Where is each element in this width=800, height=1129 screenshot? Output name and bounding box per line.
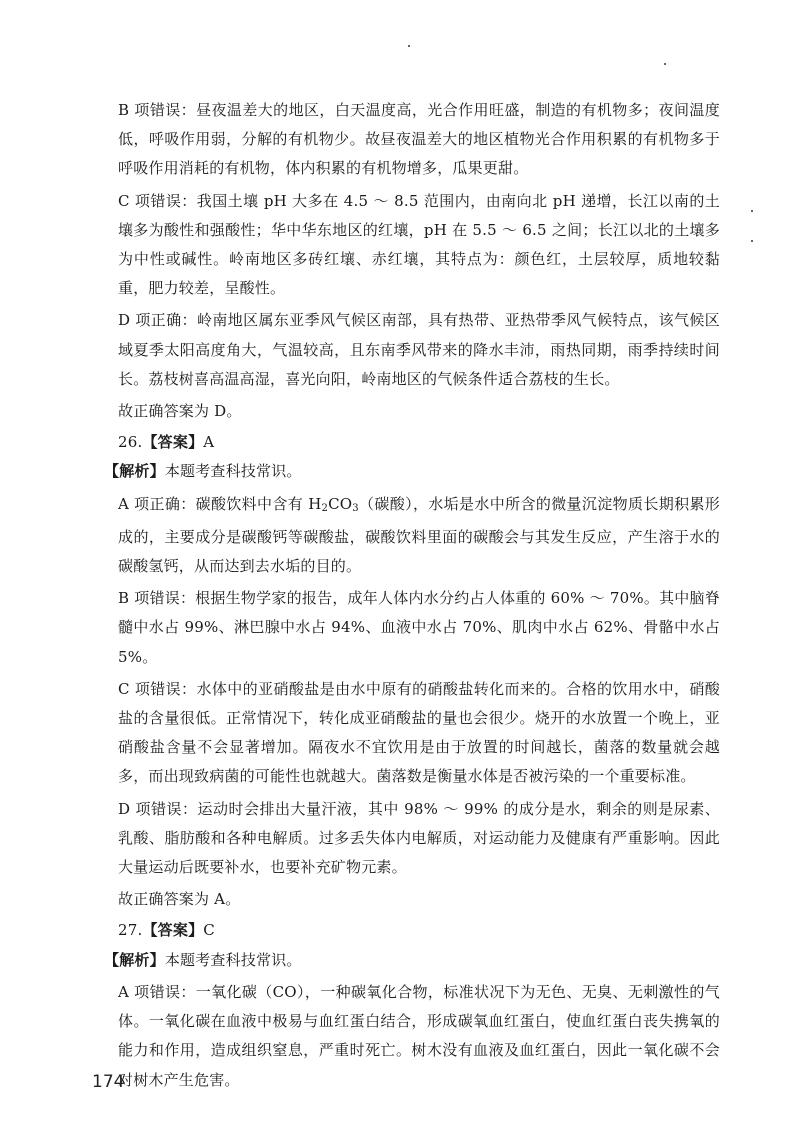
scan-speck [751,210,753,212]
question-27-answer [118,916,720,945]
paragraph-answer-d: 故正确答案为 D。 [118,402,242,421]
question-number: 26. [118,433,143,452]
scan-speck [751,240,753,242]
paragraph-a-incorrect-co: A 项错误：一氧化碳（CO），一种碳氧化合物，标准状况下为无色、无臭、无刺激性的气体。一氧化碳在血液中极易与血红蛋白结合，形成碳氧血红蛋白，使血红蛋白丧失携氧的能力和作用，造成组织窒息，严重时死亡。树木没有血液及血红蛋白，因此一氧化碳不会对树木产生危害。 [118,982,720,1089]
paragraph-answer-a: 故正确答案为 A。 [118,890,241,909]
text-segment: CO [328,494,353,513]
paragraph-a-correct-carbonic [118,490,720,582]
scan-speck [664,63,666,65]
text-segment: A 项正确：碳酸饮料中含有 H [118,494,322,513]
analysis-tag: 【解析】 [104,950,165,969]
paragraph-b-incorrect-water: B 项错误：根据生物学家的报告，成年人体内水分约占人体重的 60% ～ 70%。其中脑脊髓中水占 99%、淋巴腺中水占 94%、血液中水占 70%、肌肉中水占 62%、骨骼中水占 5%。 [118,589,720,666]
paragraph-b-incorrect-temperature: B 项错误：昼夜温差大的地区，白天温度高，光合作用旺盛，制造的有机物多；夜间温度低，呼吸作用弱，分解的有机物少。故昼夜温差大的地区植物光合作用积累的有机物多于呼吸作用消耗的有机物，体内积累的有机物增多，瓜果更甜。 [118,101,720,178]
analysis-text: 本题考查科技常识。 [164,950,302,969]
question-27-analysis [104,946,720,975]
analysis-text: 本题考查科技常识。 [164,462,302,481]
page-number: 174 [92,1072,125,1092]
question-26-answer [118,428,720,457]
question-26-analysis [104,457,720,486]
scan-speck [408,45,410,47]
analysis-tag: 【解析】 [104,462,165,481]
subscript: 2 [321,502,329,514]
answer-tag: 【答案】 [142,433,204,452]
text-segment: （碳酸），水垢是水中所含的微量沉淀物质长期积累形成的，主要成分是碳酸钙等碳酸盐，碳酸饮料里面的碳酸会与其发生反应，产生溶于水的碳酸氢钙，从而达到去水垢的目的。 [118,494,721,576]
paragraph-c-incorrect-nitrite: C 项错误：水体中的亚硝酸盐是由水中原有的硝酸盐转化而来的。合格的饮用水中，硝酸盐的含量很低。正常情况下，转化成亚硝酸盐的量也会很少。烧开的水放置一个晚上，亚硝酸盐含量不会显著增加。隔夜水不宜饮用是由于放置的时间越长，菌落的数量就会越多，而出现致病菌的可能性也就越大。菌落数是衡量水体是否被污染的一个重要标准。 [118,679,720,786]
answer-value: C [203,921,215,940]
paragraph-d-correct-climate: D 项正确：岭南地区属东亚季风气候区南部，具有热带、亚热带季风气候特点，该气候区域夏季太阳高度角大，气温较高，且东南季风带来的降水丰沛，雨热同期，雨季持续时间长。荔枝树喜高温高湿，喜光向阳，岭南地区的气候条件适合荔枝的生长。 [118,311,720,388]
paragraph-d-incorrect-sweat: D 项错误：运动时会排出大量汗液，其中 98% ～ 99% 的成分是水，剩余的则是尿素、乳酸、脂肪酸和各种电解质。过多丢失体内电解质，对运动能力及健康有严重影响。因此大量运动后既要补水，也要补充矿物元素。 [118,799,720,877]
question-number: 27. [118,921,143,940]
paragraph-c-incorrect-soil: C 项错误：我国土壤 pH 大多在 4.5 ～ 8.5 范围内，由南向北 pH 递增，长江以南的土壤多为酸性和强酸性；华中华东地区的红壤，pH 在 5.5 ～ 6.5 之间；长江以北的土壤多为中性或碱性。岭南地区多砖红壤、赤红壤，其特点为：颜色红，土层较厚，质地较黏重，肥力较差，呈酸性。 [118,191,720,298]
answer-value: A [203,433,215,452]
subscript: 3 [352,502,359,514]
answer-tag: 【答案】 [142,921,204,940]
